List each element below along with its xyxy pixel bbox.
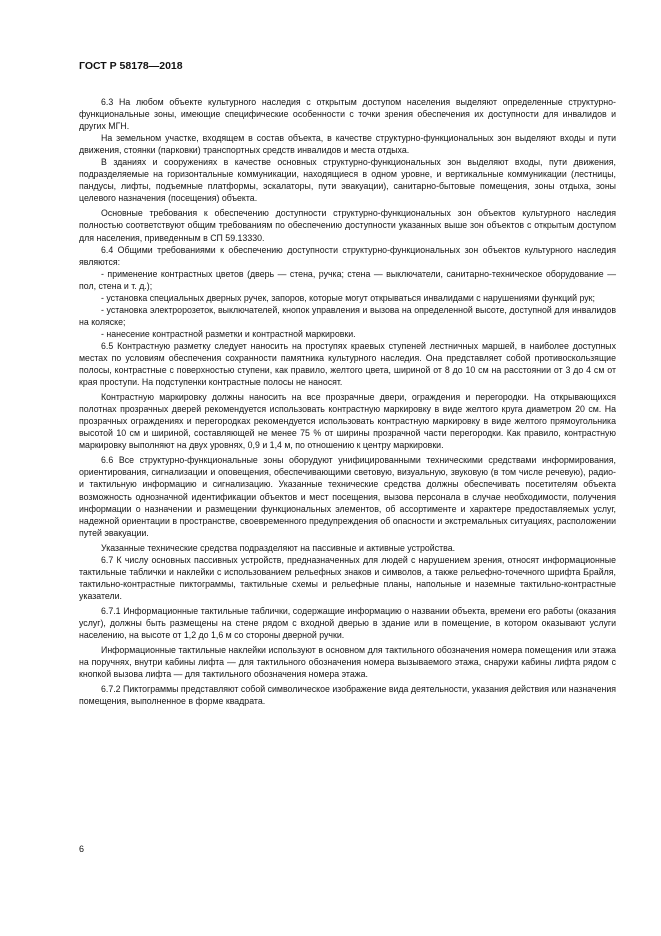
paragraph-6-5: 6.5 Контрастную разметку следует наносить на проступях краевых ступеней лестничных маршей, в наиболее доступных местах по условиям обеспечения сохранности памятника культурного наследия. Она представляет собой противоскользящие полосы, контрастные с поверхностью ступени, как правило, желтого цвета, шириной от 8 до 10 см на расстоянии от 3 до 4 см от края проступи. На подступенки контрастные полосы не наносят. bbox=[79, 340, 616, 388]
paragraph-contrast-marking: Контрастную маркировку должны наносить на все прозрачные двери, ограждения и перегородки. На открывающихся полотнах прозрачных дверей рекомендуется использовать контрастную маркировку в виде желтого круга диаметром 20 см. На прозрачных ограждениях и перегородках рекомендуется использовать контрастную маркировку в виде желтого прямоугольника высотой 10 см и шириной, составляющей не менее 75 % от ширины прозрачной части перегородки. Как правило, контрастную маркировку выполняют на двух уровнях, 0,9 и 1,4 м, по отношению к центру маркировки. bbox=[79, 392, 616, 451]
list-item-contrast-colors: - применение контрастных цветов (дверь — стена, ручка; стена — выключатели, санитарно-техническое оборудование — пол, стена и т. д.); bbox=[79, 268, 616, 291]
paragraph-device-types: Указанные технические средства подразделяют на пассивные и активные устройства. bbox=[101, 542, 456, 553]
paragraph-6-6: 6.6 Все структурно-функциональные зоны оборудуют унифицированными техническими средствами информирования, ориентирования, сигнализации и оповещения, обеспечивающими световую, визуальную, звуковую (в том числе речевую), радио- и тактильную информацию и сигнализацию. Указанные технические средства должны обеспечивать посетителям объекта возможность однозначной идентификации объектов и мест посещения, вызова персонала в случае необходимости, получения информации о назначении и размещении функциональных элементов, об ассортименте и характере предоставляемых услуг, надежной ориентации в пространстве, своевременного предупреждения об опасности и экстремальных ситуациях, расположении путей эвакуации. bbox=[79, 455, 616, 538]
paragraph-6-4: 6.4 Общими требованиями к обеспечению доступности структурно-функциональных зон объектов культурного наследия являются: bbox=[79, 244, 616, 267]
paragraph-basic-requirements: Основные требования к обеспечению доступности структурно-функциональных зон объектов культурного наследия полностью соответствуют общим требованиям по обеспечению доступности указанных выше зон объектов с открытым доступом для населения, приведенным в СП 59.13330. bbox=[79, 208, 616, 243]
document-body bbox=[79, 96, 616, 707]
paragraph-6-3: 6.3 На любом объекте культурного наследия с открытым доступом населения выделяют определенные структурно-функциональные зоны, имеющие специфические особенности с точки зрения обеспечения их доступности для инвалидов и других МГН. bbox=[79, 97, 616, 132]
paragraph-building-zones: В зданиях и сооружениях в качестве основных структурно-функциональных зон выделяют входы, пути движения, подразделяемые на горизонтальные коммуникации, находящиеся в одном уровне, и вертикальные коммуникации (лестницы, пандусы, лифты, подъемные платформы, эскалаторы, пути эвакуации), санитарно-бытовые помещения, зоны отдыха, зоны целевого назначения (посещения) объекта. bbox=[79, 157, 616, 204]
paragraph-6-7-1: 6.7.1 Информационные тактильные таблички, содержащие информацию о названии объекта, времени его работы (оказания услуг), должны быть размещены на стене рядом с входной дверью в здание или в помещение, в котором оказывают услуги населению, на высоте от 1,2 до 1,6 м со стороны дверной ручки. bbox=[79, 605, 616, 641]
paragraph-6-7: 6.7 К числу основных пассивных устройств, предназначенных для людей с нарушением зрения, относят информационные тактильные таблички и наклейки с использованием рельефных знаков и символов, а также рельефно-точечного шрифта Брайля, тактильно-контрастные пиктограммы, тактильные схемы и рельефные планы, напольные и наземные тактильно-контрастные указатели. bbox=[79, 554, 616, 601]
paragraph-6-7-2: 6.7.2 Пиктограммы представляют собой символическое изображение вида деятельности, указания действия или назначения помещения, выполненное в форме квадрата. bbox=[79, 684, 616, 707]
list-item-door-handles: - установка специальных дверных ручек, запоров, которые могут открываться инвалидами с нарушениями функций рук; bbox=[101, 292, 595, 303]
paragraph-tactile-stickers: Информационные тактильные наклейки используют в основном для тактильного обозначения номера помещения или этажа на поручнях, внутри кабины лифта — для тактильного обозначения номера вызываемого этажа, снаружи кабины лифта рядом с кнопкой вызова лифта — для тактильного обозначения номера этажа. bbox=[79, 645, 616, 680]
paragraph-land-zones: На земельном участке, входящем в состав объекта, в качестве структурно-функциональных зон выделяют входы и пути движения, стоянки (парковки) транспортных средств инвалидов и места отдыха. bbox=[79, 133, 616, 156]
list-item-sockets: - установка электророзеток, выключателей, кнопок управления и вызова на определенной высоте, доступной для инвалидов на коляске; bbox=[79, 304, 616, 327]
list-item-markings: - нанесение контрастной разметки и контрастной маркировки. bbox=[101, 328, 356, 339]
document-header: ГОСТ Р 58178—2018 bbox=[79, 60, 183, 72]
page-number: 6 bbox=[79, 844, 85, 854]
